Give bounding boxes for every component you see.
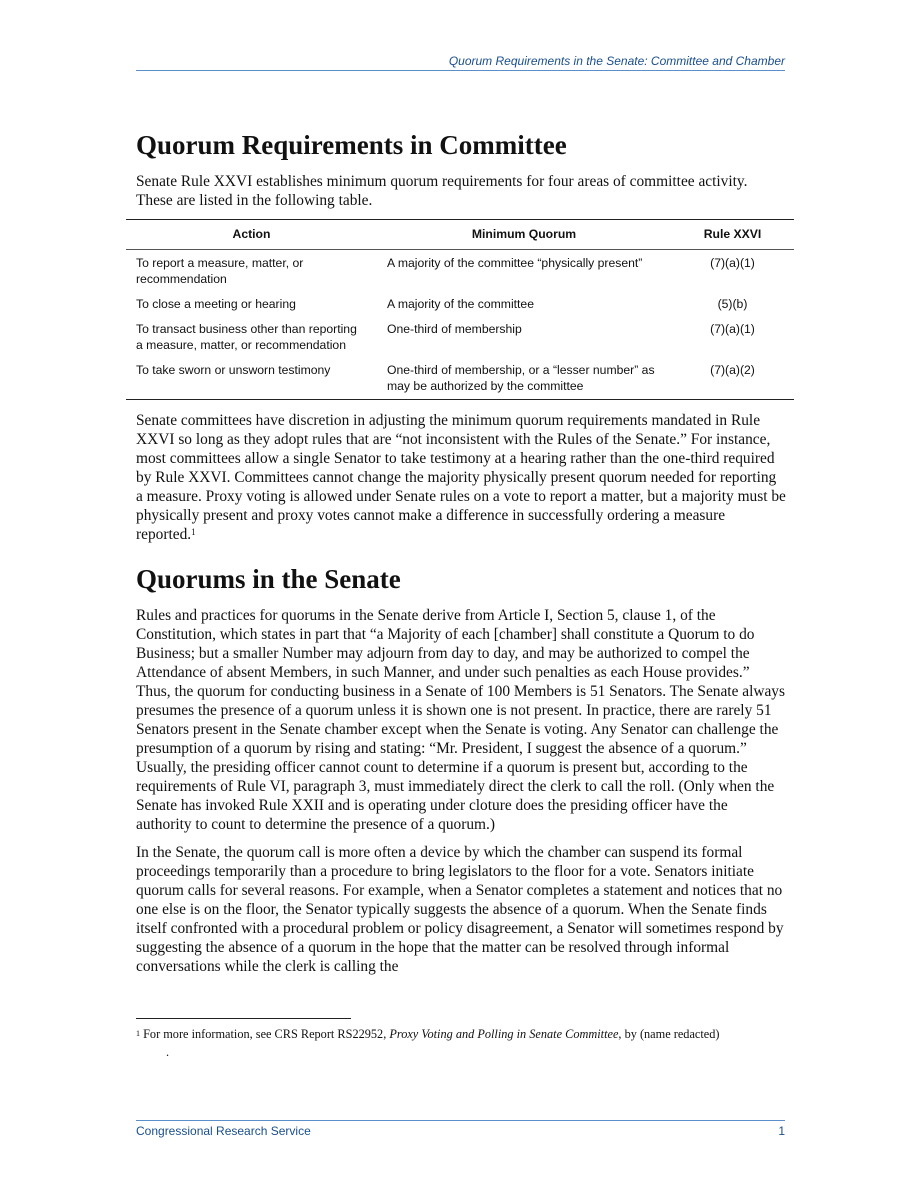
cell-rule: (7)(a)(1) bbox=[710, 322, 755, 336]
running-title: Quorum Requirements in the Senate: Committee and Chamber bbox=[448, 54, 785, 68]
committee-discretion-paragraph bbox=[136, 411, 786, 544]
table-header-row bbox=[126, 220, 794, 250]
page-content bbox=[136, 128, 786, 985]
page-number: 1 bbox=[778, 1124, 785, 1138]
cell-action: To report a measure, matter, or recommendation bbox=[136, 256, 304, 286]
cell-minimum: A majority of the committee bbox=[387, 297, 534, 311]
footnote-trailing: . bbox=[166, 1045, 170, 1059]
footnote-text-before: For more information, see CRS Report RS22952, bbox=[143, 1027, 390, 1041]
table-row bbox=[126, 358, 794, 400]
cell-action: To take sworn or unsworn testimony bbox=[136, 363, 331, 377]
cell-minimum: One-third of membership bbox=[387, 322, 522, 336]
footer-org: Congressional Research Service bbox=[136, 1124, 311, 1138]
column-header-rule: Rule XXVI bbox=[671, 220, 794, 250]
column-header-minimum-quorum: Minimum Quorum bbox=[377, 220, 671, 250]
cell-rule: (7)(a)(1) bbox=[710, 256, 755, 270]
running-footer bbox=[136, 1120, 785, 1138]
footnote-text-after: , by (name redacted) bbox=[618, 1027, 720, 1041]
section-heading-committee: Quorum Requirements in Committee bbox=[136, 130, 567, 160]
column-header-action: Action bbox=[126, 220, 377, 250]
cell-minimum: One-third of membership, or a “lesser number” as may be authorized by the committee bbox=[387, 363, 655, 393]
cell-rule: (7)(a)(2) bbox=[710, 363, 755, 377]
footnote-reference[interactable]: 1 bbox=[191, 527, 196, 537]
table-row bbox=[126, 292, 794, 317]
quorum-table bbox=[126, 219, 794, 400]
cell-minimum: A majority of the committee “physically present” bbox=[387, 256, 643, 270]
senate-quorum-paragraph-2: In the Senate, the quorum call is more often a device by which the chamber can suspend its formal proceedings temporarily than a procedure to bring legislators to the floor for a vote. Senators initiate quorum calls for several reasons. For example, when a Senator completes a statement and notices that no one else is on the floor, the Senator typically suggests the absence of a quorum. When the Senate finds itself confronted with a procedural problem or policy disagreement, a Senator will sometimes respond by suggesting the absence of a quorum in the hope that the matter can be resolved through informal conversations while the clerk is calling the bbox=[136, 844, 784, 975]
footnote-number: 1 bbox=[136, 1029, 140, 1038]
table-row bbox=[126, 317, 794, 358]
table-row bbox=[126, 250, 794, 293]
cell-action: To transact business other than reporting a measure, matter, or recommendation bbox=[136, 322, 357, 352]
footnote-divider bbox=[136, 1018, 351, 1019]
senate-quorum-paragraph-1: Rules and practices for quorums in the Senate derive from Article I, Section 5, clause 1, of the Constitution, which states in part that “a Majority of each [chamber] shall constitute a Quorum to do Business; but a smaller Number may adjourn from day to day, and may be authorized to compel the Attendance of absent Members, in such Manner, and under such penalties as each House provides.” Thus, the quorum for conducting business in a Senate of 100 Members is 51 Senators. The Senate always presumes the presence of a quorum unless it is shown one is not present. In practice, there are rarely 51 Senators present in the Senate chamber except when the Senate is voting. Any Senator can challenge the presumption of a quorum by rising and stating: “Mr. President, I suggest the absence of a quorum.” Usually, the presiding officer cannot count to determine if a quorum is present but, according to the requirements of Rule VI, paragraph 3, must immediately direct the clerk to call the roll. (Only when the Senate has invoked Rule XXII and is operating under cloture does the presiding officer have the authority to count to determine the presence of a quorum.) bbox=[136, 607, 785, 833]
section-heading-senate: Quorums in the Senate bbox=[136, 564, 401, 594]
footnote-report-title: Proxy Voting and Polling in Senate Committee bbox=[389, 1027, 619, 1041]
running-header bbox=[136, 54, 785, 71]
cell-rule: (5)(b) bbox=[717, 297, 748, 311]
cell-action: To close a meeting or hearing bbox=[136, 297, 296, 311]
paragraph-text: Senate committees have discretion in adjusting the minimum quorum requirements mandated in Rule XXVI so long as they adopt rules that are “not inconsistent with the Rules of the Senate.” For instance, most committees allow a single Senator to take testimony at a hearing rather than the one-third required by Rule XXVI. Committees cannot change the majority physically present quorum needed for reporting a measure. Proxy voting is allowed under Senate rules on a vote to report a matter, but a majority must be physically present and proxy votes cannot make a difference in successfully ordering a measure reported. bbox=[136, 412, 786, 543]
footnote bbox=[136, 1025, 786, 1061]
section-intro: Senate Rule XXVI establishes minimum quorum requirements for four areas of committee activity. These are listed in the following table. bbox=[136, 173, 748, 209]
